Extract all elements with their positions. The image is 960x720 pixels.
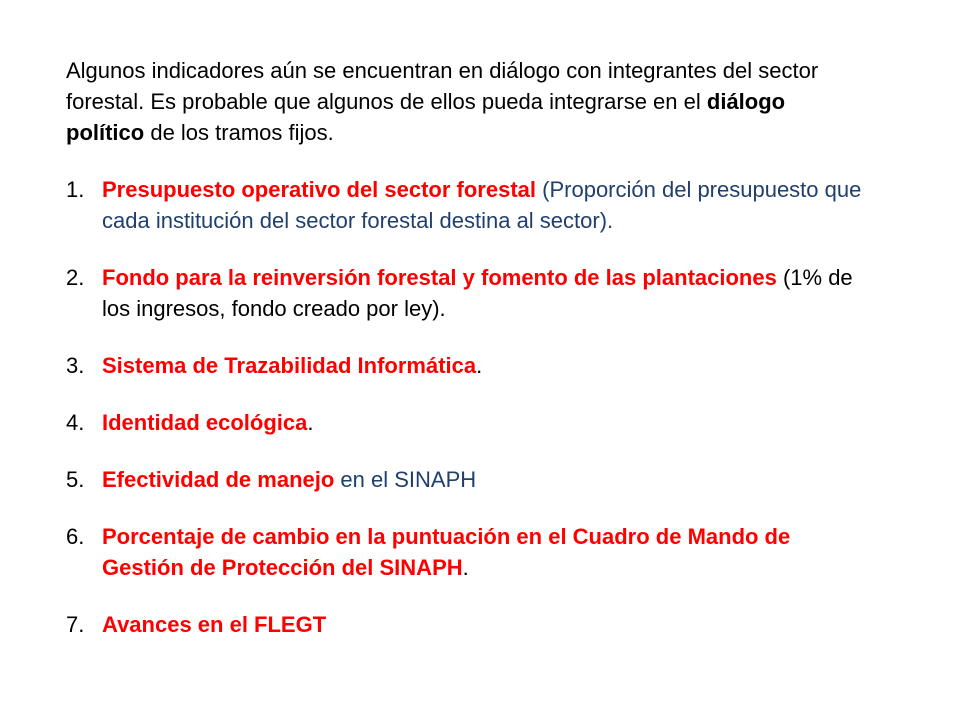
- indicator-list: [66, 174, 866, 640]
- item-detail: .: [476, 353, 483, 378]
- intro-text-after: de los tramos fijos.: [144, 120, 334, 145]
- item-number: 7.: [66, 612, 85, 637]
- slide-content: [66, 55, 866, 666]
- item-number: 2.: [66, 265, 85, 290]
- item-detail: (1% de los ingresos, fondo creado por ley).: [102, 265, 853, 321]
- list-item-4: [66, 407, 866, 438]
- list-item-5: [66, 464, 866, 495]
- item-detail: (Proporción del presupuesto que cada institución del sector forestal destina al sector).: [102, 177, 862, 233]
- intro-bold-phrase: diálogo político: [66, 89, 786, 145]
- list-item-3: [66, 350, 866, 381]
- item-number: 3.: [66, 353, 85, 378]
- item-detail: en el SINAPH: [334, 467, 477, 492]
- item-number: 4.: [66, 410, 85, 435]
- item-title: Avances en el FLEGT: [102, 612, 327, 637]
- item-detail: .: [307, 410, 314, 435]
- list-item-7: [66, 609, 866, 640]
- item-title: Sistema de Trazabilidad Informática: [102, 353, 477, 378]
- list-item-6: [66, 521, 866, 583]
- item-title: Fondo para la reinversión forestal y fomento de las plantaciones: [102, 265, 777, 290]
- item-title: Identidad ecológica: [102, 410, 308, 435]
- intro-text-before: Algunos indicadores aún se encuentran en diálogo con integrantes del sector forestal. Es probable que algunos de ellos pueda integrarse en el: [66, 58, 819, 114]
- item-title: Efectividad de manejo: [102, 467, 335, 492]
- item-title: Porcentaje de cambio en la puntuación en el Cuadro de Mando de Gestión de Protección del SINAPH: [102, 524, 791, 580]
- item-title: Presupuesto operativo del sector forestal: [102, 177, 537, 202]
- list-item-2: [66, 262, 866, 324]
- item-number: 6.: [66, 524, 85, 549]
- list-item-1: [66, 174, 866, 236]
- intro-paragraph: [66, 55, 866, 148]
- item-detail: .: [462, 555, 469, 580]
- item-number: 1.: [66, 177, 85, 202]
- item-number: 5.: [66, 467, 85, 492]
